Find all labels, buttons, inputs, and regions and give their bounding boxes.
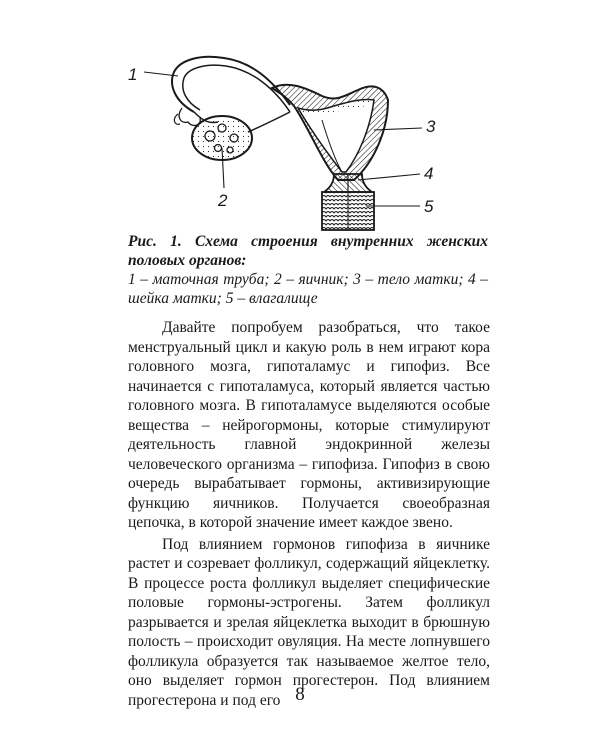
ovary (192, 112, 290, 160)
caption-legend: 1 – маточная труба; 2 – яичник; 3 – тело матки; 4 – шейка матки; 5 – влагалище (128, 271, 488, 307)
callout-vagina: 5 (424, 197, 434, 216)
callout-fallopian-tube: 1 (128, 65, 138, 84)
fallopian-tube (172, 57, 290, 126)
caption-title: Рис. 1. Схема строения внутренних женских половых органов: (128, 233, 488, 269)
body-text (128, 318, 490, 710)
uterus-body (272, 85, 388, 180)
callout-cervix: 4 (424, 164, 434, 183)
page-number: 8 (295, 684, 305, 705)
callout-ovary: 2 (218, 191, 228, 210)
uterus-diagram (122, 50, 482, 232)
paragraph: Давайте попробуем разобраться, что такое менструальный цикл и какую роль в нем играют кора головного мозга, гипоталамус и гипофиз. Все начинается с гипоталамуса, который является частью головного мозга. В гипоталамусе выделяются особые вещества – нейрогормоны, которые стимулируют деятельность главной эндокринной железы человеческого организма – гипофиза. Гипофиз в свою очередь вырабатывает гормоны, активизирующие функцию яичников. Получается своеобразная цепочка, в которой значение имеет каждое звено. (128, 319, 490, 531)
paragraph: Под влиянием гормонов гипофиза в яичнике растет и созревает фолликул, содержащий яйцеклетку. В процессе роста фолликул выделяет специфические половые гормоны-эстрогены. Затем фолликул разрывается и зрелая яйцеклетка выходит в брюшную полость – происходит овуляция. На месте лопнувшего фолликула образуется так называемое желтое тело, оно выделяет гормон прогестерон. Под влиянием прогестерона и под его (128, 535, 490, 709)
cervix (324, 174, 372, 192)
callout-uterus-body: 3 (426, 117, 436, 136)
figure-caption (128, 232, 488, 308)
vagina (322, 192, 374, 230)
